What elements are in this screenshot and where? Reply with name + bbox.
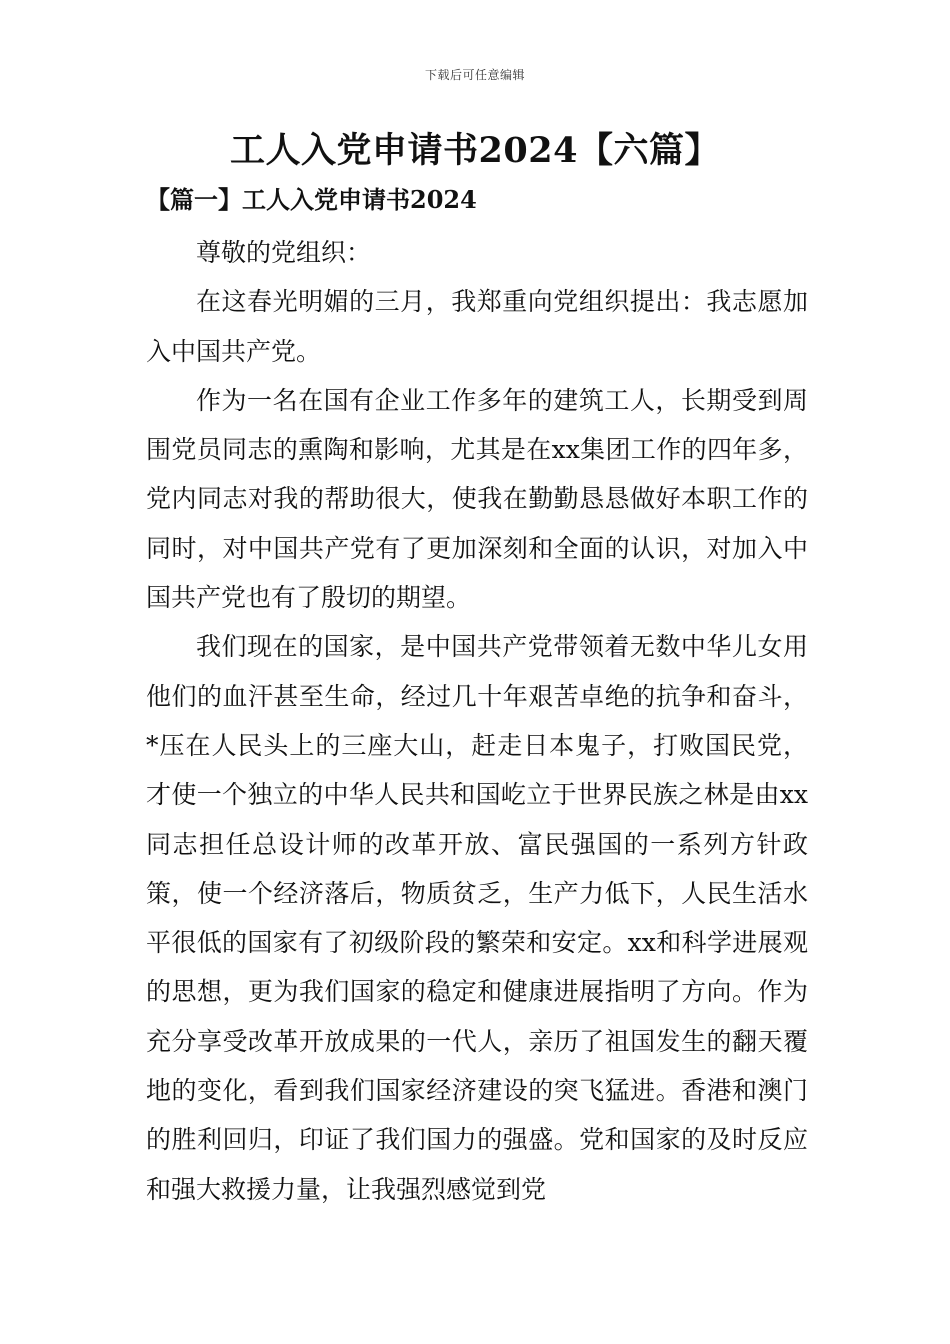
paragraph: 作为一名在国有企业工作多年的建筑工人，长期受到周围党员同志的熏陶和影响，尤其是在xx集团工作的四年多，党内同志对我的帮助很大，使我在勤勤恳恳做好本职工作的同时，对中国共产党有了更加深刻和全面的认识，对加入中国共产党也有了殷切的期望。 [146,385,808,613]
header-note: 下载后可任意编辑 [424,68,525,82]
document-title: 工人入党申请书2024【六篇】 [230,130,720,171]
document-body [146,228,808,1214]
salutation: 尊敬的党组织： [196,238,372,267]
paragraph: 在这春光明媚的三月，我郑重向党组织提出：我志愿加入中国共产党。 [146,287,808,366]
paragraph: 我们现在的国家，是中国共产党带领着无数中华儿女用他们的血汗甚至生命，经过几十年艰苦卓绝的抗争和奋斗，*压在人民头上的三座大山，赶走日本鬼子，打败国民党，才使一个独立的中华人民共和国屹立于世界民族之林是由xx同志担任总设计师的改革开放、富民强国的一系列方针政策，使一个经济落后，物质贫乏，生产力低下，人民生活水平很低的国家有了初级阶段的繁荣和安定。xx和科学进展观的思想，更为我们国家的稳定和健康进展指明了方向。作为充分享受改革开放成果的一代人，亲历了祖国发生的翻天覆地的变化，看到我们国家经济建设的突飞猛进。香港和澳门的胜利回归，印证了我们国力的强盛。党和国家的及时反应和强大救援力量，让我强烈感觉到党 [146,632,808,1204]
section-heading: 【篇一】工人入党申请书2024 [146,185,477,214]
